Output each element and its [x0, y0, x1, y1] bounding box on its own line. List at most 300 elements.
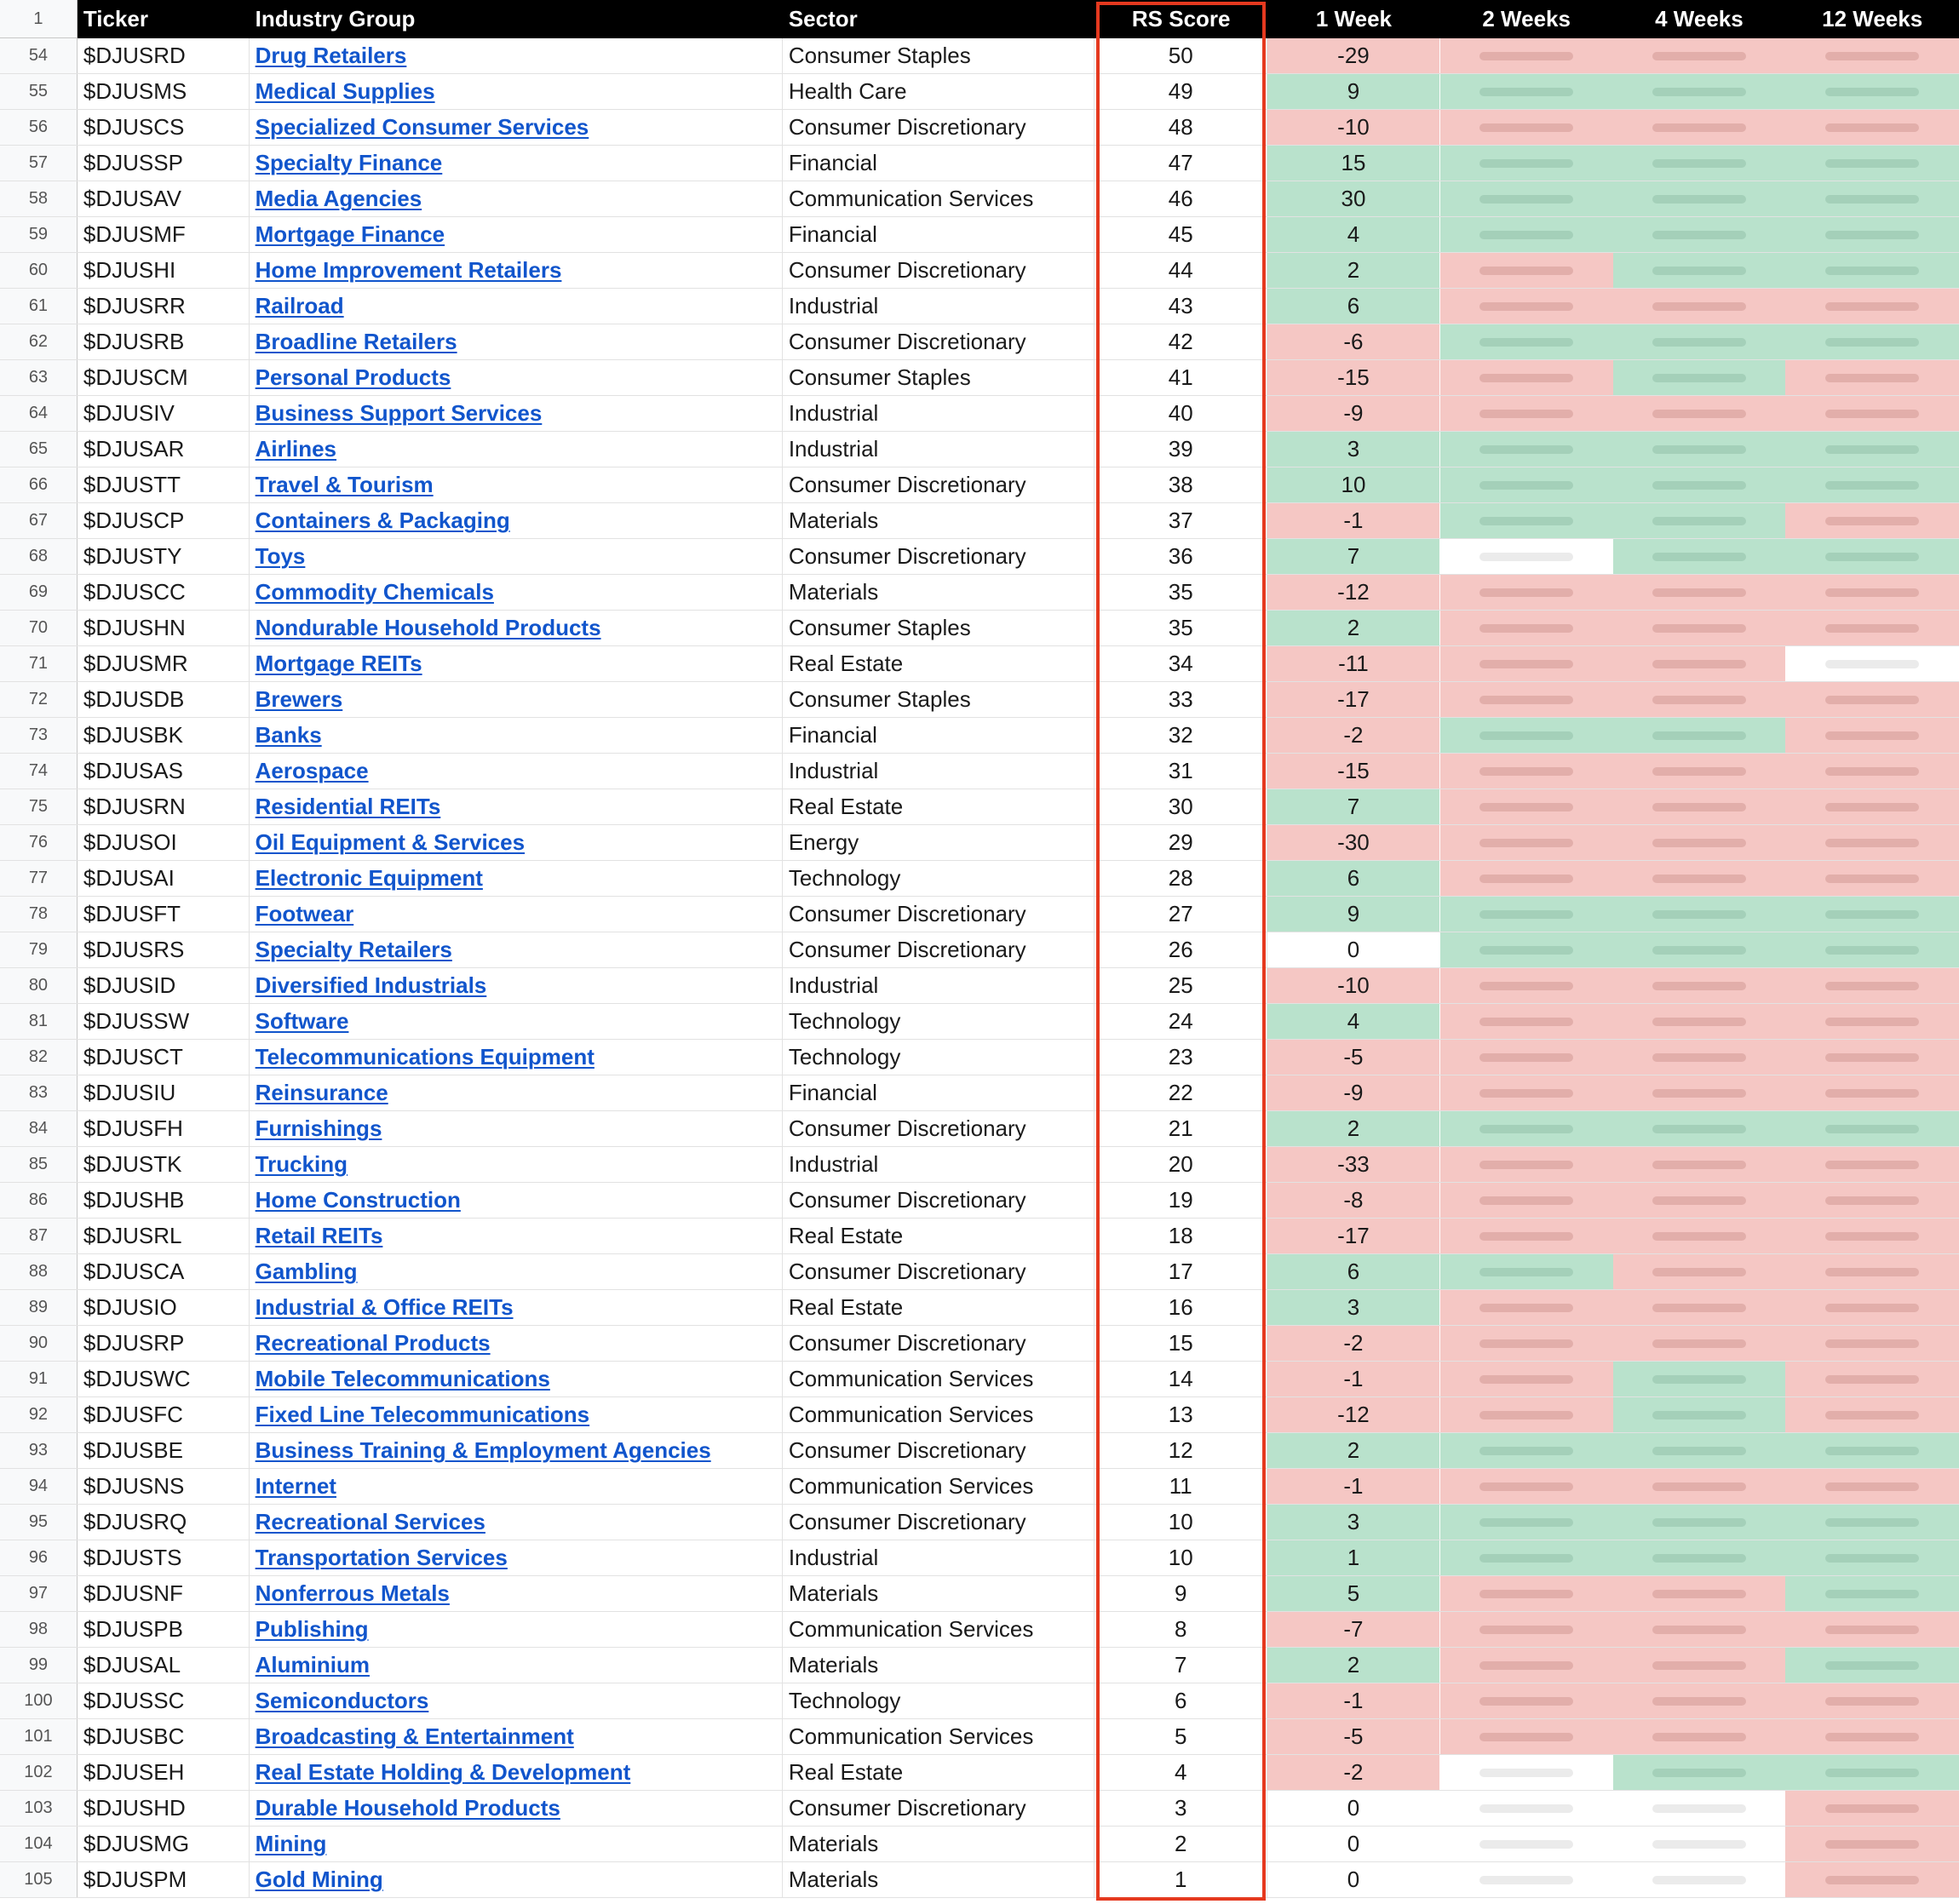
week-2-change-cell[interactable] [1440, 324, 1613, 359]
rs-score-cell[interactable]: 31 [1094, 754, 1267, 789]
week-2-change-cell[interactable] [1440, 1254, 1613, 1289]
sector-cell[interactable]: Communication Services [783, 1612, 1095, 1647]
week-4-change-cell[interactable] [1613, 1147, 1786, 1182]
week-4-change-cell[interactable] [1613, 825, 1786, 860]
industry-group-cell[interactable] [250, 539, 783, 574]
week-2-change-cell[interactable] [1440, 110, 1613, 145]
ticker-cell[interactable]: $DJUSRD [78, 38, 250, 73]
rs-score-cell[interactable]: 32 [1094, 718, 1267, 753]
industry-group-link[interactable]: Broadline Retailers [255, 329, 457, 354]
rs-score-cell[interactable]: 5 [1094, 1719, 1267, 1754]
industry-group-link[interactable]: Industrial & Office REITs [255, 1294, 514, 1320]
industry-group-link[interactable]: Drug Retailers [255, 43, 407, 68]
sector-cell[interactable]: Health Care [783, 74, 1095, 109]
row-number[interactable]: 100 [0, 1683, 78, 1718]
sector-cell[interactable]: Consumer Discretionary [783, 253, 1095, 288]
sector-cell[interactable]: Materials [783, 1827, 1095, 1861]
week-1-change-cell[interactable]: -11 [1267, 646, 1440, 681]
week-4-change-cell[interactable] [1613, 1505, 1786, 1540]
week-12-change-cell[interactable] [1785, 1397, 1959, 1432]
week-1-change-cell[interactable]: 0 [1267, 1791, 1440, 1826]
rs-score-cell[interactable]: 30 [1094, 789, 1267, 824]
week-2-change-cell[interactable] [1440, 1827, 1613, 1861]
week-12-change-cell[interactable] [1785, 1862, 1959, 1897]
week-12-change-cell[interactable] [1785, 1254, 1959, 1289]
industry-group-link[interactable]: Gold Mining [255, 1867, 383, 1892]
week-1-change-cell[interactable]: -10 [1267, 110, 1440, 145]
industry-group-link[interactable]: Residential REITs [255, 794, 441, 819]
sector-cell[interactable]: Consumer Discretionary [783, 1111, 1095, 1146]
week-12-change-cell[interactable] [1785, 1004, 1959, 1039]
sector-cell[interactable]: Technology [783, 1040, 1095, 1075]
ticker-cell[interactable]: $DJUSCA [78, 1254, 250, 1289]
rs-score-cell[interactable]: 14 [1094, 1362, 1267, 1396]
ticker-cell[interactable]: $DJUSEH [78, 1755, 250, 1790]
week-2-change-cell[interactable] [1440, 1505, 1613, 1540]
industry-group-link[interactable]: Containers & Packaging [255, 508, 510, 533]
sector-cell[interactable]: Financial [783, 146, 1095, 181]
industry-group-link[interactable]: Telecommunications Equipment [255, 1044, 595, 1070]
week-12-change-cell[interactable] [1785, 1075, 1959, 1110]
industry-group-cell[interactable] [250, 718, 783, 753]
column-header-2-weeks[interactable]: 2 Weeks [1440, 0, 1613, 38]
industry-group-cell[interactable] [250, 1147, 783, 1182]
industry-group-link[interactable]: Airlines [255, 436, 336, 462]
row-number[interactable]: 56 [0, 110, 78, 145]
week-4-change-cell[interactable] [1613, 1648, 1786, 1683]
week-4-change-cell[interactable] [1613, 324, 1786, 359]
week-2-change-cell[interactable] [1440, 861, 1613, 896]
industry-group-link[interactable]: Footwear [255, 901, 354, 926]
industry-group-link[interactable]: Semiconductors [255, 1688, 429, 1713]
ticker-cell[interactable]: $DJUSMF [78, 217, 250, 252]
week-1-change-cell[interactable]: -7 [1267, 1612, 1440, 1647]
row-number[interactable]: 88 [0, 1254, 78, 1289]
industry-group-link[interactable]: Business Support Services [255, 400, 543, 426]
week-4-change-cell[interactable] [1613, 1469, 1786, 1504]
rs-score-cell[interactable]: 35 [1094, 575, 1267, 610]
industry-group-cell[interactable] [250, 1612, 783, 1647]
week-1-change-cell[interactable]: 2 [1267, 1433, 1440, 1468]
industry-group-cell[interactable] [250, 1362, 783, 1396]
industry-group-cell[interactable] [250, 1683, 783, 1718]
industry-group-cell[interactable] [250, 1326, 783, 1361]
ticker-cell[interactable]: $DJUSCT [78, 1040, 250, 1075]
week-1-change-cell[interactable]: -9 [1267, 1075, 1440, 1110]
sector-cell[interactable]: Consumer Discretionary [783, 539, 1095, 574]
ticker-cell[interactable]: $DJUSAV [78, 181, 250, 216]
week-2-change-cell[interactable] [1440, 1362, 1613, 1396]
industry-group-cell[interactable] [250, 432, 783, 467]
week-12-change-cell[interactable] [1785, 1719, 1959, 1754]
week-2-change-cell[interactable] [1440, 146, 1613, 181]
rs-score-cell[interactable]: 44 [1094, 253, 1267, 288]
week-2-change-cell[interactable] [1440, 503, 1613, 538]
row-number[interactable]: 61 [0, 289, 78, 324]
rs-score-cell[interactable]: 33 [1094, 682, 1267, 717]
week-2-change-cell[interactable] [1440, 1648, 1613, 1683]
column-header-sector[interactable]: Sector [783, 0, 1095, 38]
row-number[interactable]: 71 [0, 646, 78, 681]
week-2-change-cell[interactable] [1440, 1683, 1613, 1718]
row-number[interactable]: 64 [0, 396, 78, 431]
sector-cell[interactable]: Communication Services [783, 1397, 1095, 1432]
week-1-change-cell[interactable]: 30 [1267, 181, 1440, 216]
week-12-change-cell[interactable] [1785, 1469, 1959, 1504]
column-header-4-weeks[interactable]: 4 Weeks [1613, 0, 1786, 38]
industry-group-link[interactable]: Specialized Consumer Services [255, 114, 589, 140]
industry-group-cell[interactable] [250, 110, 783, 145]
week-12-change-cell[interactable] [1785, 432, 1959, 467]
industry-group-cell[interactable] [250, 1040, 783, 1075]
column-header-12-weeks[interactable]: 12 Weeks [1785, 0, 1959, 38]
week-1-change-cell[interactable]: -5 [1267, 1040, 1440, 1075]
industry-group-cell[interactable] [250, 789, 783, 824]
column-header-rs-score[interactable]: RS Score [1094, 0, 1267, 38]
week-2-change-cell[interactable] [1440, 1791, 1613, 1826]
week-4-change-cell[interactable] [1613, 646, 1786, 681]
row-number[interactable]: 1 [0, 0, 78, 38]
week-2-change-cell[interactable] [1440, 396, 1613, 431]
week-1-change-cell[interactable]: -1 [1267, 1469, 1440, 1504]
week-12-change-cell[interactable] [1785, 682, 1959, 717]
rs-score-cell[interactable]: 20 [1094, 1147, 1267, 1182]
week-2-change-cell[interactable] [1440, 1183, 1613, 1218]
sector-cell[interactable]: Energy [783, 825, 1095, 860]
rs-score-cell[interactable]: 17 [1094, 1254, 1267, 1289]
row-number[interactable]: 101 [0, 1719, 78, 1754]
week-1-change-cell[interactable]: 3 [1267, 432, 1440, 467]
ticker-cell[interactable]: $DJUSDB [78, 682, 250, 717]
week-4-change-cell[interactable] [1613, 1433, 1786, 1468]
industry-group-link[interactable]: Toys [255, 543, 306, 569]
industry-group-cell[interactable] [250, 467, 783, 502]
ticker-cell[interactable]: $DJUSHB [78, 1183, 250, 1218]
industry-group-cell[interactable] [250, 646, 783, 681]
row-number[interactable]: 98 [0, 1612, 78, 1647]
week-12-change-cell[interactable] [1785, 1576, 1959, 1611]
industry-group-cell[interactable] [250, 611, 783, 645]
week-2-change-cell[interactable] [1440, 467, 1613, 502]
rs-score-cell[interactable]: 46 [1094, 181, 1267, 216]
rs-score-cell[interactable]: 22 [1094, 1075, 1267, 1110]
week-12-change-cell[interactable] [1785, 718, 1959, 753]
row-number[interactable]: 99 [0, 1648, 78, 1683]
week-2-change-cell[interactable] [1440, 539, 1613, 574]
rs-score-cell[interactable]: 25 [1094, 968, 1267, 1003]
industry-group-cell[interactable] [250, 1755, 783, 1790]
industry-group-cell[interactable] [250, 1290, 783, 1325]
sector-cell[interactable]: Industrial [783, 289, 1095, 324]
industry-group-link[interactable]: Transportation Services [255, 1545, 508, 1570]
week-12-change-cell[interactable] [1785, 575, 1959, 610]
week-1-change-cell[interactable]: -29 [1267, 38, 1440, 73]
ticker-cell[interactable]: $DJUSCC [78, 575, 250, 610]
rs-score-cell[interactable]: 48 [1094, 110, 1267, 145]
week-12-change-cell[interactable] [1785, 1433, 1959, 1468]
week-4-change-cell[interactable] [1613, 718, 1786, 753]
industry-group-cell[interactable] [250, 825, 783, 860]
week-1-change-cell[interactable]: 6 [1267, 1254, 1440, 1289]
industry-group-link[interactable]: Recreational Products [255, 1330, 491, 1356]
week-12-change-cell[interactable] [1785, 539, 1959, 574]
week-4-change-cell[interactable] [1613, 146, 1786, 181]
week-2-change-cell[interactable] [1440, 253, 1613, 288]
week-12-change-cell[interactable] [1785, 1219, 1959, 1253]
ticker-cell[interactable]: $DJUSAS [78, 754, 250, 789]
ticker-cell[interactable]: $DJUSHN [78, 611, 250, 645]
industry-group-cell[interactable] [250, 897, 783, 932]
row-number[interactable]: 80 [0, 968, 78, 1003]
week-12-change-cell[interactable] [1785, 110, 1959, 145]
week-2-change-cell[interactable] [1440, 1219, 1613, 1253]
week-2-change-cell[interactable] [1440, 432, 1613, 467]
industry-group-link[interactable]: Electronic Equipment [255, 865, 483, 891]
row-number[interactable]: 54 [0, 38, 78, 73]
sector-cell[interactable]: Industrial [783, 968, 1095, 1003]
rs-score-cell[interactable]: 42 [1094, 324, 1267, 359]
ticker-cell[interactable]: $DJUSNS [78, 1469, 250, 1504]
week-12-change-cell[interactable] [1785, 503, 1959, 538]
week-4-change-cell[interactable] [1613, 611, 1786, 645]
rs-score-cell[interactable]: 28 [1094, 861, 1267, 896]
week-12-change-cell[interactable] [1785, 360, 1959, 395]
sector-cell[interactable]: Real Estate [783, 789, 1095, 824]
industry-group-link[interactable]: Aerospace [255, 758, 369, 783]
rs-score-cell[interactable]: 11 [1094, 1469, 1267, 1504]
industry-group-link[interactable]: Home Construction [255, 1187, 461, 1213]
week-4-change-cell[interactable] [1613, 1397, 1786, 1432]
week-12-change-cell[interactable] [1785, 897, 1959, 932]
week-4-change-cell[interactable] [1613, 110, 1786, 145]
industry-group-link[interactable]: Nonferrous Metals [255, 1580, 450, 1606]
ticker-cell[interactable]: $DJUSID [78, 968, 250, 1003]
rs-score-cell[interactable]: 2 [1094, 1827, 1267, 1861]
week-1-change-cell[interactable]: 6 [1267, 289, 1440, 324]
week-12-change-cell[interactable] [1785, 38, 1959, 73]
industry-group-cell[interactable] [250, 1183, 783, 1218]
ticker-cell[interactable]: $DJUSTY [78, 539, 250, 574]
ticker-cell[interactable]: $DJUSPB [78, 1612, 250, 1647]
sector-cell[interactable]: Consumer Discretionary [783, 1326, 1095, 1361]
row-number[interactable]: 82 [0, 1040, 78, 1075]
rs-score-cell[interactable]: 18 [1094, 1219, 1267, 1253]
sector-cell[interactable]: Materials [783, 1862, 1095, 1897]
week-2-change-cell[interactable] [1440, 289, 1613, 324]
week-4-change-cell[interactable] [1613, 1362, 1786, 1396]
week-1-change-cell[interactable]: -1 [1267, 1362, 1440, 1396]
week-4-change-cell[interactable] [1613, 968, 1786, 1003]
week-4-change-cell[interactable] [1613, 575, 1786, 610]
week-12-change-cell[interactable] [1785, 253, 1959, 288]
sector-cell[interactable]: Communication Services [783, 1362, 1095, 1396]
industry-group-link[interactable]: Mortgage REITs [255, 651, 422, 676]
row-number[interactable]: 55 [0, 74, 78, 109]
rs-score-cell[interactable]: 29 [1094, 825, 1267, 860]
ticker-cell[interactable]: $DJUSRL [78, 1219, 250, 1253]
week-4-change-cell[interactable] [1613, 396, 1786, 431]
ticker-cell[interactable]: $DJUSBC [78, 1719, 250, 1754]
week-4-change-cell[interactable] [1613, 217, 1786, 252]
industry-group-link[interactable]: Furnishings [255, 1115, 382, 1141]
row-number[interactable]: 94 [0, 1469, 78, 1504]
ticker-cell[interactable]: $DJUSTT [78, 467, 250, 502]
sector-cell[interactable]: Industrial [783, 396, 1095, 431]
industry-group-cell[interactable] [250, 289, 783, 324]
rs-score-cell[interactable]: 10 [1094, 1505, 1267, 1540]
industry-group-link[interactable]: Brewers [255, 686, 343, 712]
row-number[interactable]: 91 [0, 1362, 78, 1396]
industry-group-cell[interactable] [250, 253, 783, 288]
industry-group-cell[interactable] [250, 1719, 783, 1754]
ticker-cell[interactable]: $DJUSTK [78, 1147, 250, 1182]
sector-cell[interactable]: Consumer Discretionary [783, 897, 1095, 932]
ticker-cell[interactable]: $DJUSBE [78, 1433, 250, 1468]
row-number[interactable]: 96 [0, 1540, 78, 1575]
industry-group-link[interactable]: Aluminium [255, 1652, 370, 1677]
ticker-cell[interactable]: $DJUSRR [78, 289, 250, 324]
ticker-cell[interactable]: $DJUSCP [78, 503, 250, 538]
week-2-change-cell[interactable] [1440, 1576, 1613, 1611]
sector-cell[interactable]: Materials [783, 503, 1095, 538]
week-12-change-cell[interactable] [1785, 968, 1959, 1003]
ticker-cell[interactable]: $DJUSRP [78, 1326, 250, 1361]
ticker-cell[interactable]: $DJUSHI [78, 253, 250, 288]
rs-score-cell[interactable]: 21 [1094, 1111, 1267, 1146]
ticker-cell[interactable]: $DJUSFH [78, 1111, 250, 1146]
industry-group-cell[interactable] [250, 1862, 783, 1897]
week-4-change-cell[interactable] [1613, 539, 1786, 574]
ticker-cell[interactable]: $DJUSAL [78, 1648, 250, 1683]
week-2-change-cell[interactable] [1440, 1540, 1613, 1575]
week-4-change-cell[interactable] [1613, 1183, 1786, 1218]
row-number[interactable]: 90 [0, 1326, 78, 1361]
week-4-change-cell[interactable] [1613, 503, 1786, 538]
sector-cell[interactable]: Consumer Discretionary [783, 1183, 1095, 1218]
row-number[interactable]: 87 [0, 1219, 78, 1253]
week-4-change-cell[interactable] [1613, 1040, 1786, 1075]
sector-cell[interactable]: Materials [783, 1648, 1095, 1683]
week-1-change-cell[interactable]: -17 [1267, 1219, 1440, 1253]
week-4-change-cell[interactable] [1613, 253, 1786, 288]
sector-cell[interactable]: Technology [783, 1004, 1095, 1039]
week-4-change-cell[interactable] [1613, 1755, 1786, 1790]
week-1-change-cell[interactable]: 4 [1267, 1004, 1440, 1039]
week-4-change-cell[interactable] [1613, 1612, 1786, 1647]
column-header-industry-group[interactable]: Industry Group [250, 0, 783, 38]
week-2-change-cell[interactable] [1440, 217, 1613, 252]
sector-cell[interactable]: Consumer Discretionary [783, 1254, 1095, 1289]
week-4-change-cell[interactable] [1613, 1004, 1786, 1039]
industry-group-link[interactable]: Software [255, 1008, 349, 1034]
week-4-change-cell[interactable] [1613, 1683, 1786, 1718]
rs-score-cell[interactable]: 49 [1094, 74, 1267, 109]
week-4-change-cell[interactable] [1613, 1576, 1786, 1611]
week-4-change-cell[interactable] [1613, 38, 1786, 73]
week-1-change-cell[interactable]: 0 [1267, 1827, 1440, 1861]
sector-cell[interactable]: Financial [783, 217, 1095, 252]
industry-group-link[interactable]: Durable Household Products [255, 1795, 560, 1821]
rs-score-cell[interactable]: 15 [1094, 1326, 1267, 1361]
row-number[interactable]: 77 [0, 861, 78, 896]
week-4-change-cell[interactable] [1613, 897, 1786, 932]
industry-group-link[interactable]: Media Agencies [255, 186, 422, 211]
week-4-change-cell[interactable] [1613, 289, 1786, 324]
ticker-cell[interactable]: $DJUSSC [78, 1683, 250, 1718]
rs-score-cell[interactable]: 13 [1094, 1397, 1267, 1432]
row-number[interactable]: 93 [0, 1433, 78, 1468]
week-1-change-cell[interactable]: 2 [1267, 1111, 1440, 1146]
ticker-cell[interactable]: $DJUSAI [78, 861, 250, 896]
row-number[interactable]: 102 [0, 1755, 78, 1790]
industry-group-link[interactable]: Publishing [255, 1616, 369, 1642]
sector-cell[interactable]: Financial [783, 1075, 1095, 1110]
sector-cell[interactable]: Technology [783, 1683, 1095, 1718]
industry-group-link[interactable]: Nondurable Household Products [255, 615, 601, 640]
week-12-change-cell[interactable] [1785, 396, 1959, 431]
week-4-change-cell[interactable] [1613, 1075, 1786, 1110]
industry-group-link[interactable]: Home Improvement Retailers [255, 257, 562, 283]
industry-group-link[interactable]: Gambling [255, 1259, 358, 1284]
industry-group-link[interactable]: Recreational Services [255, 1509, 485, 1534]
week-1-change-cell[interactable]: 2 [1267, 253, 1440, 288]
week-2-change-cell[interactable] [1440, 1075, 1613, 1110]
ticker-cell[interactable]: $DJUSMG [78, 1827, 250, 1861]
industry-group-link[interactable]: Broadcasting & Entertainment [255, 1723, 574, 1749]
week-1-change-cell[interactable]: 3 [1267, 1290, 1440, 1325]
week-1-change-cell[interactable]: 4 [1267, 217, 1440, 252]
week-1-change-cell[interactable]: 3 [1267, 1505, 1440, 1540]
ticker-cell[interactable]: $DJUSAR [78, 432, 250, 467]
row-number[interactable]: 97 [0, 1576, 78, 1611]
industry-group-cell[interactable] [250, 1254, 783, 1289]
rs-score-cell[interactable]: 16 [1094, 1290, 1267, 1325]
week-12-change-cell[interactable] [1785, 861, 1959, 896]
sector-cell[interactable]: Consumer Discretionary [783, 467, 1095, 502]
industry-group-link[interactable]: Personal Products [255, 364, 451, 390]
week-12-change-cell[interactable] [1785, 217, 1959, 252]
week-12-change-cell[interactable] [1785, 1362, 1959, 1396]
industry-group-link[interactable]: Banks [255, 722, 322, 748]
week-12-change-cell[interactable] [1785, 754, 1959, 789]
week-1-change-cell[interactable]: -15 [1267, 754, 1440, 789]
rs-score-cell[interactable]: 10 [1094, 1540, 1267, 1575]
row-number[interactable]: 73 [0, 718, 78, 753]
week-1-change-cell[interactable]: -1 [1267, 1683, 1440, 1718]
ticker-cell[interactable]: $DJUSHD [78, 1791, 250, 1826]
week-4-change-cell[interactable] [1613, 1290, 1786, 1325]
week-2-change-cell[interactable] [1440, 1004, 1613, 1039]
week-12-change-cell[interactable] [1785, 825, 1959, 860]
week-1-change-cell[interactable]: 7 [1267, 789, 1440, 824]
week-1-change-cell[interactable]: -10 [1267, 968, 1440, 1003]
industry-group-cell[interactable] [250, 1791, 783, 1826]
week-1-change-cell[interactable]: 9 [1267, 74, 1440, 109]
industry-group-cell[interactable] [250, 682, 783, 717]
ticker-cell[interactable]: $DJUSMS [78, 74, 250, 109]
industry-group-cell[interactable] [250, 1219, 783, 1253]
rs-score-cell[interactable]: 1 [1094, 1862, 1267, 1897]
ticker-cell[interactable]: $DJUSCM [78, 360, 250, 395]
week-4-change-cell[interactable] [1613, 1540, 1786, 1575]
week-12-change-cell[interactable] [1785, 74, 1959, 109]
week-1-change-cell[interactable]: -9 [1267, 396, 1440, 431]
ticker-cell[interactable]: $DJUSBK [78, 718, 250, 753]
week-2-change-cell[interactable] [1440, 682, 1613, 717]
week-12-change-cell[interactable] [1785, 467, 1959, 502]
week-12-change-cell[interactable] [1785, 1540, 1959, 1575]
sector-cell[interactable]: Consumer Staples [783, 611, 1095, 645]
